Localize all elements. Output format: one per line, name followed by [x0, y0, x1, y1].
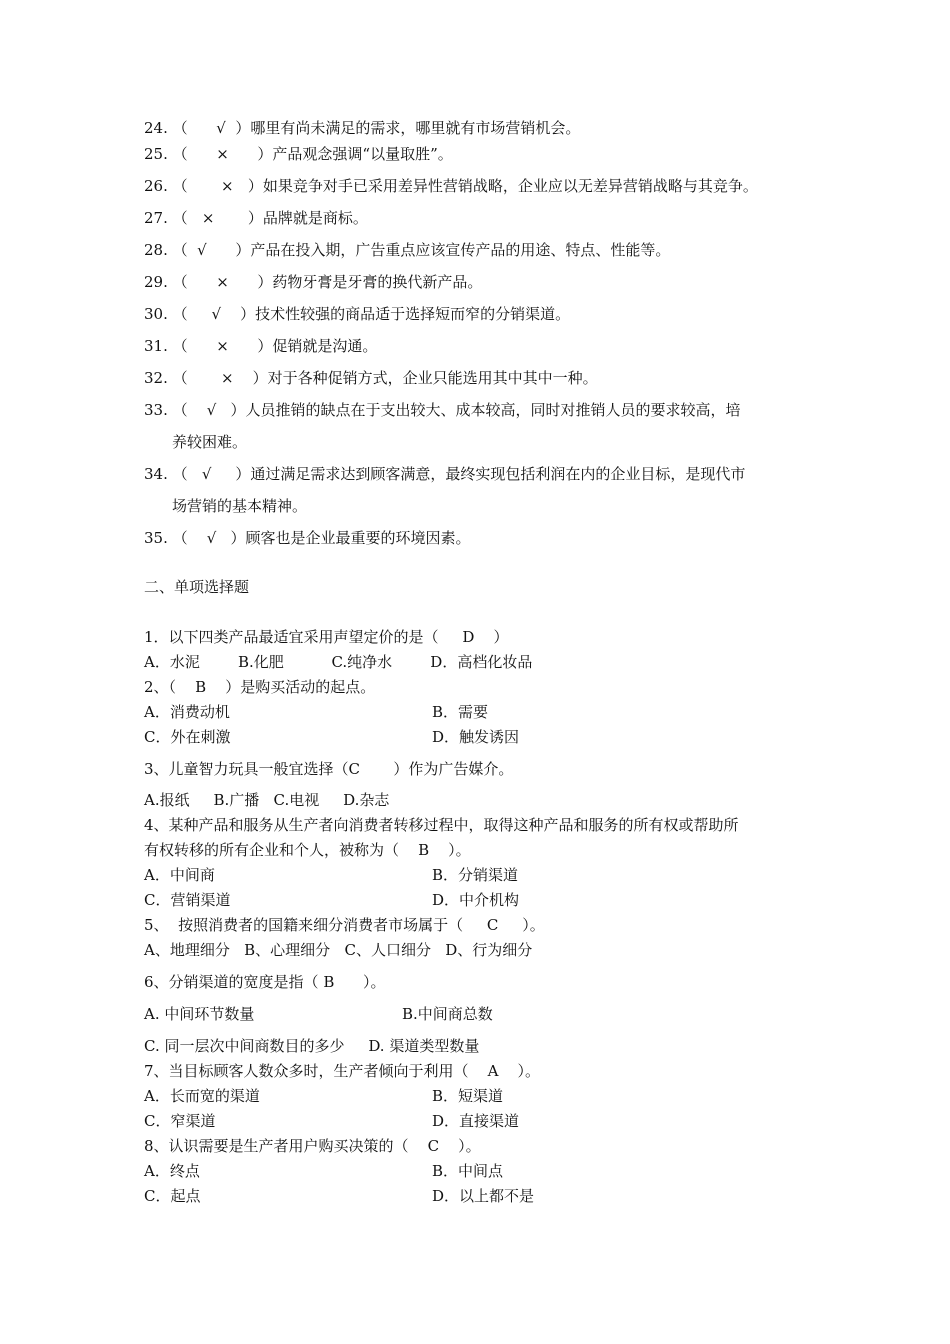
mc-options-6cd: C. 同一层次中间商数目的多少 D. 渠道类型数量: [144, 1037, 480, 1055]
tf-question-24: 24. （ √ ）哪里有尚未满足的需求，哪里就有市场营销机会。: [144, 119, 581, 137]
mc-option-4d: D．中介机构: [432, 891, 520, 909]
tf-question-34: 34. （ √ ）通过满足需求达到顾客满意，最终实现包括利润在内的企业目标，是现代市: [144, 465, 746, 483]
tf-question-25: 25. （ × ）产品观念强调“以量取胜”。: [144, 145, 453, 163]
mc-options-1: A．水泥 B.化肥 C.纯净水 D．高档化妆品: [144, 653, 533, 671]
mc-option-2a: A．消费动机: [144, 703, 230, 721]
tf-question-31: 31. （ × ）促销就是沟通。: [144, 337, 378, 355]
mc-option-8a: A．终点: [144, 1162, 200, 1180]
tf-question-35: 35. （ √ ）顾客也是企业最重要的环境因素。: [144, 529, 471, 547]
tf-question-32: 32. （ × ）对于各种促销方式，企业只能选用其中其中一种。: [144, 369, 598, 387]
tf-question-26: 26. （ × ）如果竞争对手已采用差异性营销战略，企业应以无差异营销战略与其竞争。: [144, 177, 758, 195]
tf-question-30: 30. （ √ ）技术性较强的商品适于选择短而窄的分销渠道。: [144, 305, 571, 323]
mc-question-3: 3、儿童智力玩具一般宜选择（C ）作为广告媒介。: [144, 760, 514, 778]
mc-question-4: 4、某种产品和服务从生产者向消费者转移过程中，取得这种产品和服务的所有权或帮助所: [144, 816, 739, 834]
mc-option-7b: B．短渠道: [432, 1087, 504, 1105]
mc-option-2d: D．触发诱因: [432, 728, 520, 746]
mc-question-1: 1．以下四类产品最适宜采用声望定价的是（ D ）: [144, 628, 509, 646]
mc-option-4a: A．中间商: [144, 866, 215, 884]
mc-option-7a: A．长而宽的渠道: [144, 1087, 260, 1105]
mc-option-8d: D．以上都不是: [432, 1187, 535, 1205]
mc-question-7: 7、当目标顾客人数众多时，生产者倾向于利用（ A ）。: [144, 1062, 541, 1080]
tf-question-27: 27. （ × ）品牌就是商标。: [144, 209, 368, 227]
tf-question-33: 33. （ √ ）人员推销的缺点在于支出较大、成本较高，同时对推销人员的要求较高，培: [144, 401, 741, 419]
tf-question-34-cont: 场营销的基本精神。: [172, 497, 308, 515]
mc-options-5: A、地理细分 B、心理细分 C、人口细分 D、行为细分: [144, 941, 533, 959]
mc-option-4b: B．分销渠道: [432, 866, 519, 884]
tf-question-33-cont: 养较困难。: [172, 433, 248, 451]
section-title: 二、单项选择题: [144, 578, 250, 596]
mc-question-2: 2、（ B ）是购买活动的起点。: [144, 678, 376, 696]
mc-question-4-cont: 有权转移的所有企业和个人，被称为（ B ）。: [144, 841, 471, 859]
mc-option-2c: C．外在刺激: [144, 728, 231, 746]
mc-question-6: 6、分销渠道的宽度是指（ B ）。: [144, 973, 386, 991]
mc-option-7c: C．窄渠道: [144, 1112, 216, 1130]
tf-question-28: 28. （ √ ）产品在投入期，广告重点应该宣传产品的用途、特点、性能等。: [144, 241, 671, 259]
mc-option-8c: C．起点: [144, 1187, 201, 1205]
mc-option-8b: B．中间点: [432, 1162, 504, 1180]
tf-question-29: 29. （ × ）药物牙膏是牙膏的换代新产品。: [144, 273, 483, 291]
mc-option-2b: B．需要: [432, 703, 489, 721]
mc-option-6b: B.中间商总数: [402, 1005, 493, 1023]
mc-option-6a: A. 中间环节数量: [144, 1005, 255, 1023]
mc-question-5: 5、 按照消费者的国籍来细分消费者市场属于（ C ）。: [144, 916, 545, 934]
mc-option-7d: D．直接渠道: [432, 1112, 520, 1130]
mc-options-3: A.报纸 B.广播 C.电视 D.杂志: [144, 791, 390, 809]
mc-option-4c: C．营销渠道: [144, 891, 231, 909]
mc-question-8: 8、认识需要是生产者用户购买决策的（ C ）。: [144, 1137, 481, 1155]
